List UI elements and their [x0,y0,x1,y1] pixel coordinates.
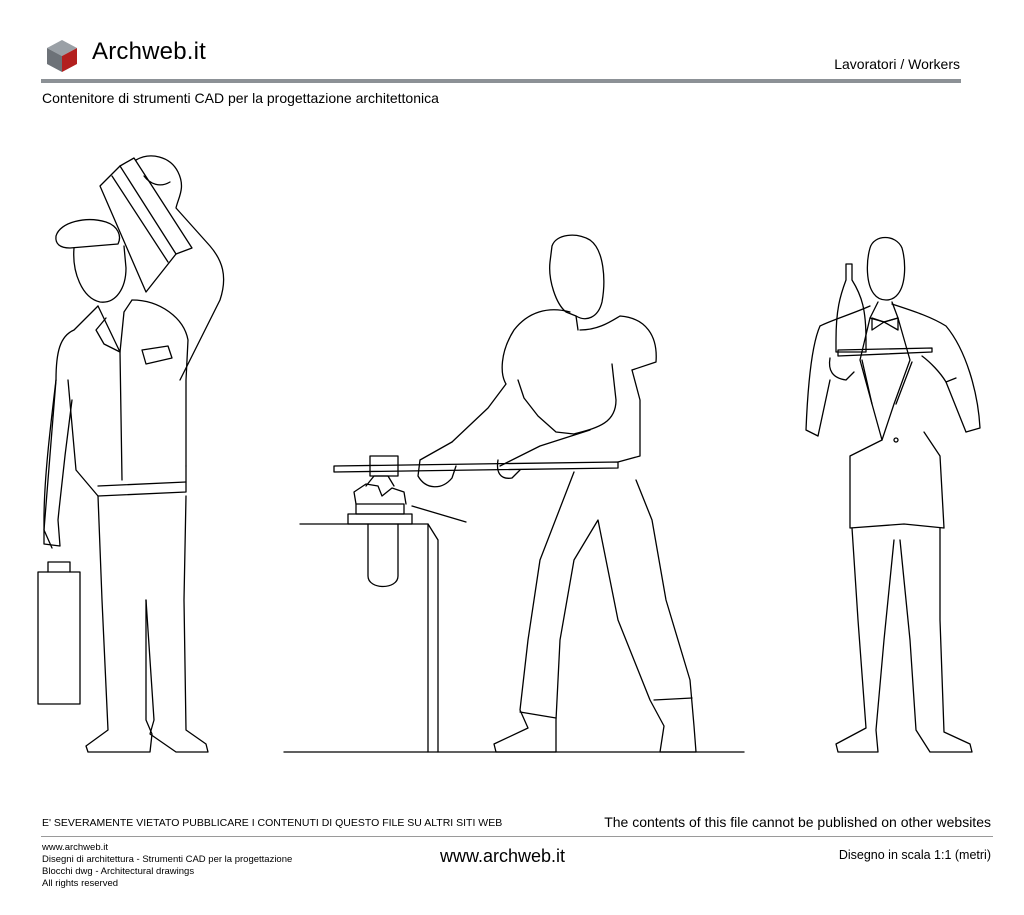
header-divider [41,79,961,83]
footer-credit-line: Blocchi dwg - Architectural drawings [42,866,195,877]
footer-credits [42,842,292,890]
footer-credit-line: Disegni di architettura - Strumenti CAD per la progettazione [42,854,293,865]
footer-website: www.archweb.it [440,846,566,866]
metalworker-at-vise-figure [284,235,744,752]
footer-divider [41,836,993,837]
worker-with-briefcase-figure [38,156,224,752]
footer-credit-line: All rights reserved [42,878,119,889]
tagline: Contenitore di strumenti CAD per la progettazione architettonica [42,90,439,106]
category-title: Lavoratori / Workers [834,56,960,72]
brand-name: Archweb.it [92,38,207,65]
drawing-scale: Disegno in scala 1:1 (metri) [838,848,991,862]
archweb-logo-icon [44,38,80,74]
copyright-notice-english: The contents of this file cannot be published on other websites [604,814,991,830]
waiter-with-tray-figure [806,238,980,753]
copyright-notice-italian: E' SEVERAMENTE VIETATO PUBBLICARE I CONTENUTI DI QUESTO FILE SU ALTRI SITI WEB [42,817,503,829]
footer-credit-line: www.archweb.it [42,842,108,853]
workers-drawing [0,140,1024,780]
